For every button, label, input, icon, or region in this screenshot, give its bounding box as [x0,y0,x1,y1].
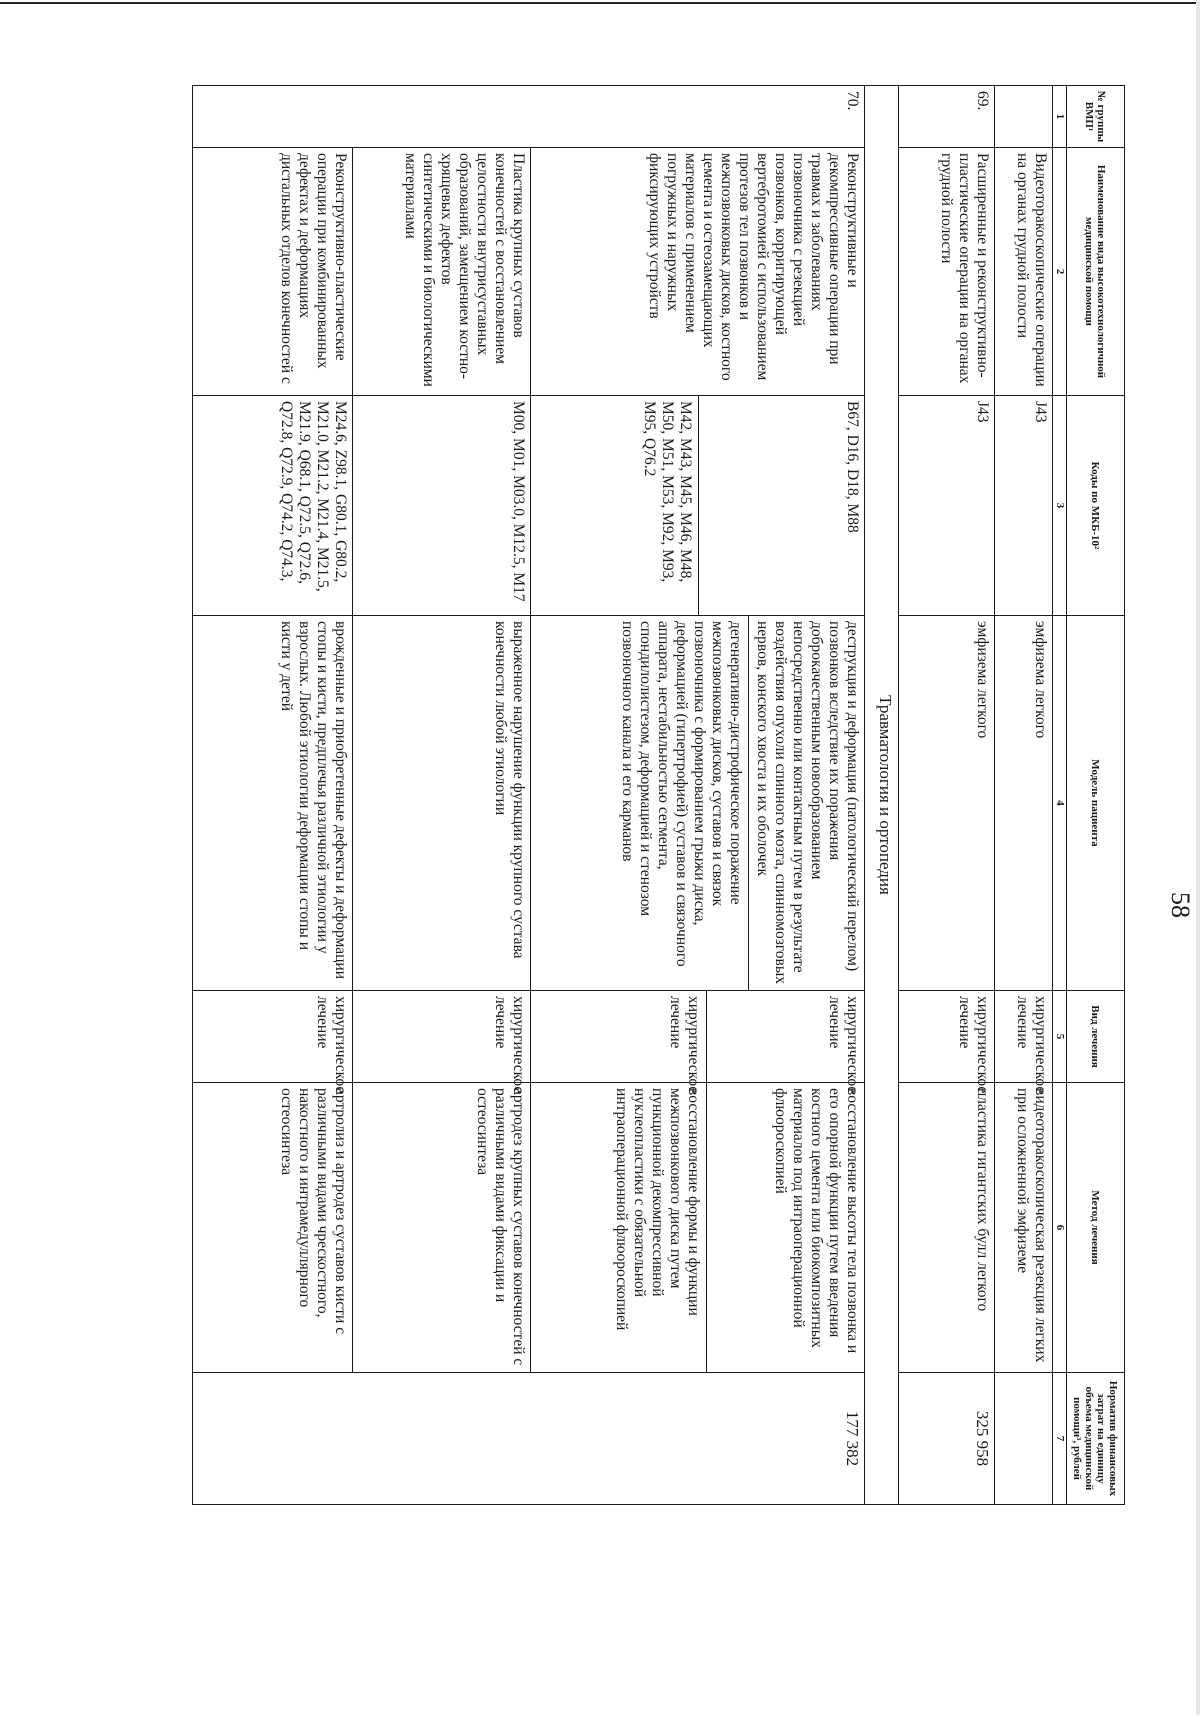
rotated-page [195,85,1195,1725]
row-method [531,1083,865,1373]
row-num: 70. [193,86,865,148]
row-model: эмфизема легкого [899,616,995,991]
header-col3: Коды по МКБ-10² [1067,396,1125,616]
row-type: хирургическое лечение [193,991,353,1083]
row-name: Пластика крупных суставов конечностей с восстановлением целостности внутрисуставных образований, замещением костно-хрящевых дефектов синтетическими и биологическими материалами [353,148,531,396]
row-method: видеоторакоскопическая резекция легких при осложненной эмфиземе [995,1083,1053,1373]
column-number-row [1053,86,1067,1726]
row-codes: J43 [899,396,995,616]
header-col7: Норматив финансовых затрат на единицу объема медицинской помощи³, рублей [1067,1373,1125,1505]
row-method: артродез крупных суставов конечностей с различными видами фиксации и остеосинтеза [353,1083,531,1373]
header-col2: Наименование вида высокотехнологичной медицинской помощи [1067,148,1125,396]
type-a: хирургическое лечение [826,996,861,1094]
model-a: деструкция и деформация (патологический перелом) позвонков вследствие их поражения доброкачественным новообразованием непосредственно или контактным путем в результате воздействия опухоли спинного мозга, спинномозговых нервов, конского хвоста и их оболочек [754,621,861,985]
header-col1: № группы ВМП¹ [1067,86,1125,148]
colnum-7: 7 [1053,1373,1067,1505]
row-model: врожденные и приобретенные дефекты и деформации стопы и кисти, предплечья различной этиологии у взрослых. Любой этиологии деформации стопы и кисти у детей [193,616,353,991]
table-row-70 [531,86,865,1726]
row-name: Реконструктивные и декомпрессивные операции при травмах и заболеваниях позвоночника с резекцией позвонков, корригирующей вертебротомией с использованием протезов тел позвонков и межпозвонковых дисков, костного цемента и остеозамещающих материалов с применением погружных и наружных фиксирующих устройств [531,148,865,396]
row-codes: M24.6, Z98.1, G80.1, G80.2, M21.0, M21.2, M21.4, M21.5, M21.9, Q68.1, Q72.5, Q72.6, Q72.8, Q72.9, Q74.2, Q74.3, [193,396,353,616]
row-type: хирургическое лечение [899,991,995,1083]
row-name: Реконструктивно-пластические операции при комбинированных дефектах и деформациях дистальных отделов конечностей с [193,148,353,396]
row-model: выраженное нарушение функции крупного сустава конечности любой этиологии [353,616,531,991]
model-b: дегенеративно-дистрофическое поражение межпозвонковых дисков, суставов и связок позвоночника с формированием грыжи диска, деформацией (гипертрофией) суставов и связочного аппарата, нестабильностью сегмента, спондилолистезом, деформацией и стенозом позвоночного канала и его карманов [618,616,749,990]
row-name: Видеоторакоскопические операции на органах грудной полости [995,148,1053,396]
header-col6: Метод лечения [1067,1083,1125,1373]
colnum-1: 1 [1053,86,1067,148]
empty-right-area [193,1505,1125,1726]
codes-b: M42, M43, M45, M46, M48, M50, M51, M53, M92, M93, M95, Q76.2 [640,396,699,615]
row-model [531,616,865,991]
colnum-6: 6 [1053,1083,1067,1373]
row-name: Расширенные и реконструктивно-пластические операции на органах грудной полости [899,148,995,396]
codes-a: B67, D16, D18, M88 [844,401,861,533]
row-type [531,991,865,1094]
colnum-4: 4 [1053,616,1067,991]
colnum-2: 2 [1053,148,1067,396]
header-row [1067,86,1125,1726]
top-border-line [0,2,1200,4]
section-row [865,86,899,1726]
table-row [995,86,1053,1726]
colnum-5: 5 [1053,991,1067,1083]
row-codes [531,396,865,616]
vmp-table [192,85,1125,1726]
row-cost [995,1373,1053,1505]
method-b: восстановление формы и функции межпозвонкового диска путем пункционной декомпрессивной нуклеопластики с обязательной интраоперационной флюороскопией [612,1083,707,1372]
row-cost: 177 382 [193,1373,865,1505]
row-num: 69. [899,86,995,148]
row-codes: M00, M01, M03.0, M12.5, M17 [353,396,531,616]
row-method: артролиз и артродез суставов кисти с различными видами чрескостного, накостного и интрамедуллярного остеосинтеза [193,1083,353,1373]
scan-edge [1196,0,1200,1715]
row-num [995,86,1053,148]
row-codes: J43 [995,396,1053,616]
row-model: эмфизема легкого [995,616,1053,991]
page-number: 58 [1166,892,1195,918]
colnum-3: 3 [1053,396,1067,616]
row-cost: 325 958 [899,1373,995,1505]
header-col5: Вид лечения [1067,991,1125,1083]
method-a: восстановление высоты тела позвонка и его опорной функции путем введения костного цемента или биокомпозитных материалов под интраоперационной флюороскопией [772,1088,861,1354]
codes-spacer [703,401,843,610]
type-b: хирургическое лечение [666,991,707,1082]
section-title: Травматология и ортопедия [865,86,899,1505]
header-col4: Модель пациента [1067,616,1125,991]
row-type: хирургическое лечение [353,991,531,1083]
table-row [899,86,995,1726]
row-type: хирургическое лечение [995,991,1053,1083]
row-method: пластика гигантских булл легкого [899,1083,995,1373]
